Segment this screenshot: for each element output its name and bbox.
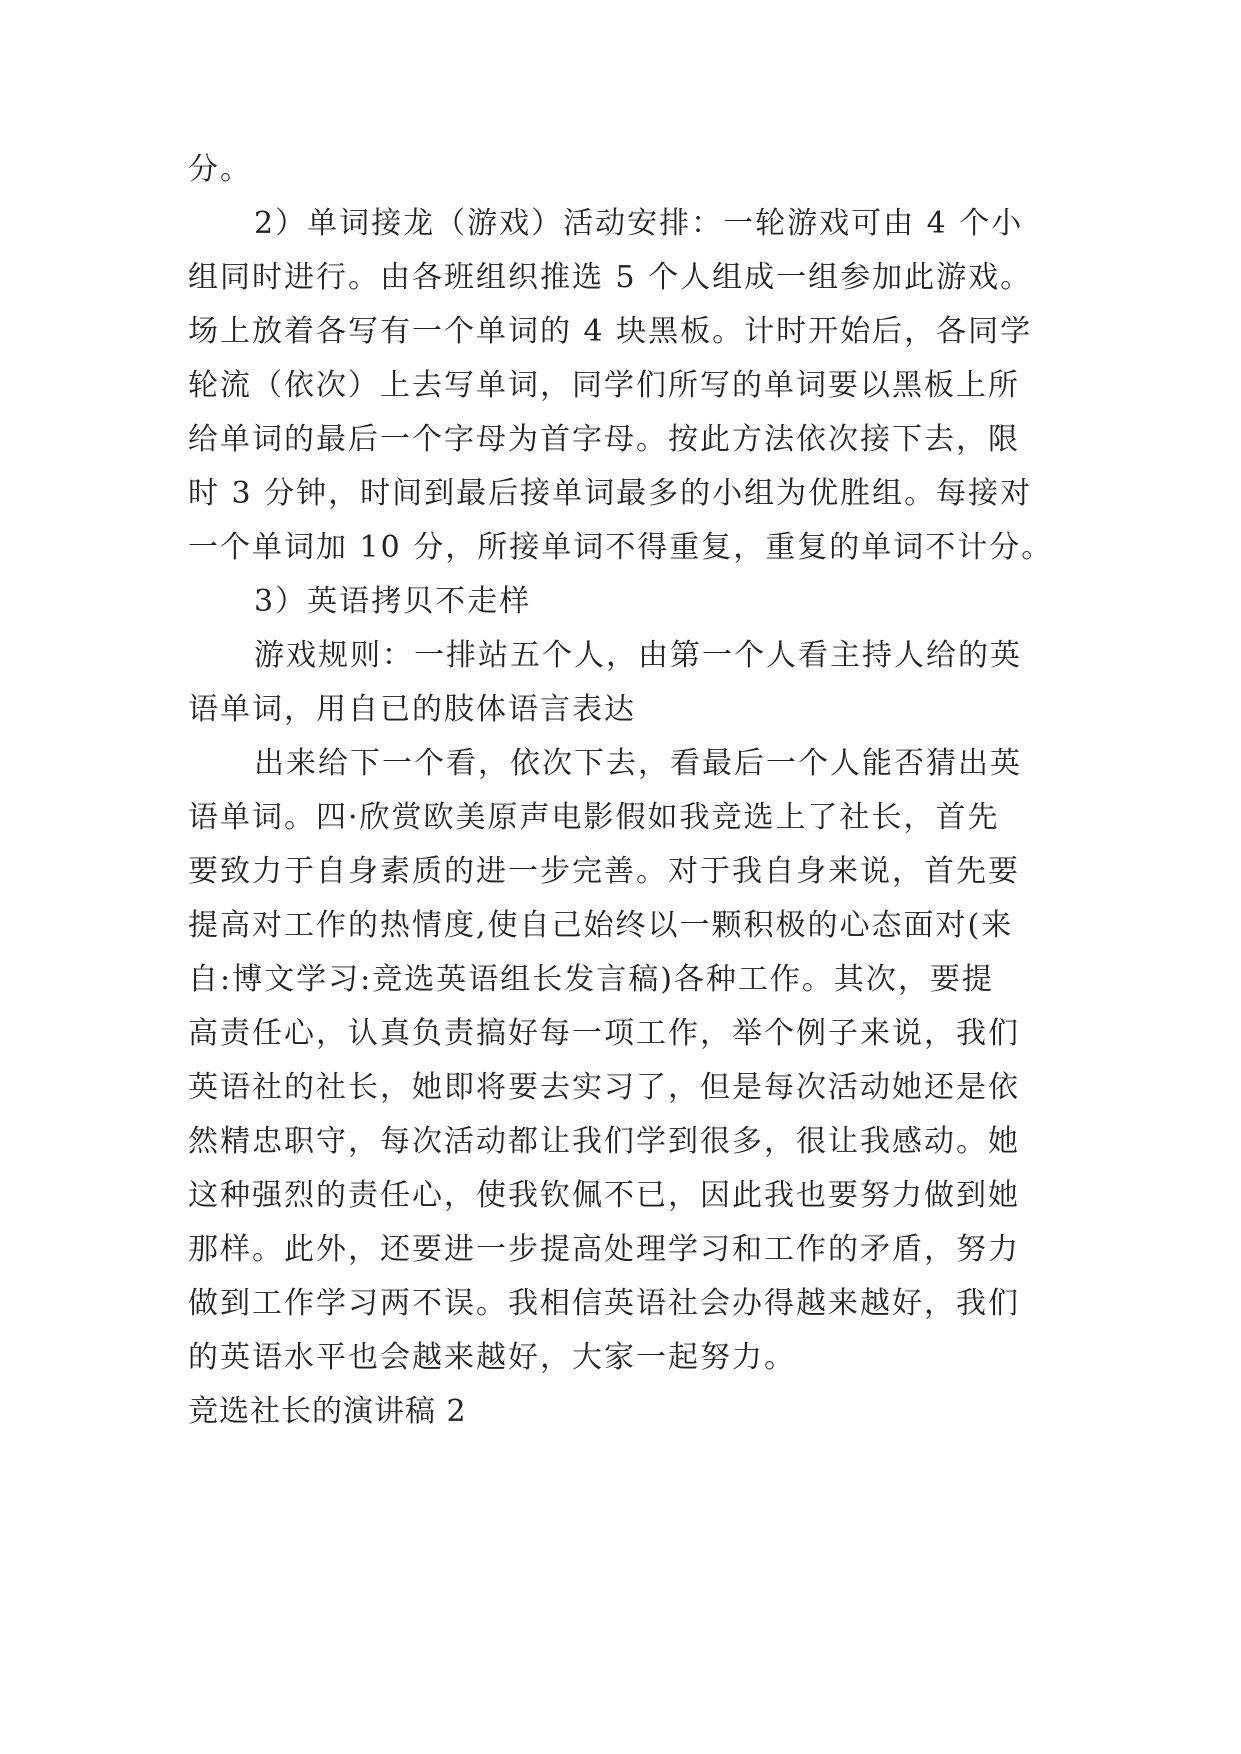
paragraph-line: 这种强烈的责任心，使我钦佩不已，因此我也要努力做到她 [188,1178,1020,1213]
paragraph-line: 给单词的最后一个字母为首字母。按此方法依次接下去，限 [188,422,1020,457]
paragraph-line: 的英语水平也会越来越好，大家一起努力。 [188,1340,796,1375]
paragraph-line: 语单词，用自已的肢体语言表达 [188,692,636,727]
paragraph-line: 分。 [188,152,252,187]
paragraph-line: 那样。此外，还要进一步提高处理学习和工作的矛盾，努力 [188,1232,1020,1267]
paragraph-line: 游戏规则：一排站五个人，由第一个人看主持人给的英 [254,638,1022,673]
paragraph-line: 2）单词接龙（游戏）活动安排：一轮游戏可由 4 个小 [254,206,1024,241]
paragraph-line: 组同时进行。由各班组织推选 5 个人组成一组参加此游戏。 [188,260,1033,295]
paragraph-line: 高责任心，认真负责搞好每一项工作，举个例子来说，我们 [188,1016,1020,1051]
paragraph-line: 轮流（依次）上去写单词，同学们所写的单词要以黑板上所 [188,368,1020,403]
paragraph-line: 语单词。四·欣赏欧美原声电影假如我竞选上了社长，首先 [188,800,1000,835]
paragraph-line: 出来给下一个看，依次下去，看最后一个人能否猜出英 [254,746,1022,781]
paragraph-line: 时 3 分钟，时间到最后接单词最多的小组为优胜组。每接对 [188,476,1033,511]
paragraph-line: 一个单词加 10 分，所接单词不得重复，重复的单词不计分。 [188,530,1054,565]
section-heading: 竞选社长的演讲稿 2 [188,1394,467,1429]
paragraph-line: 提高对工作的热情度,使自己始终以一颗积极的心态面对(来 [188,908,1014,943]
paragraph-line: 场上放着各写有一个单词的 4 块黑板。计时开始后，各同学 [188,314,1033,349]
paragraph-line: 要致力于自身素质的进一步完善。对于我自身来说，首先要 [188,854,1020,889]
paragraph-line: 英语社的社长，她即将要去实习了，但是每次活动她还是依 [188,1070,1020,1105]
paragraph-line: 做到工作学习两不误。我相信英语社会办得越来越好，我们 [188,1286,1020,1321]
paragraph-line: 自:博文学习:竞选英语组长发言稿)各种工作。其次，要提 [188,962,994,997]
paragraph-line: 3）英语拷贝不走样 [254,584,532,619]
paragraph-line: 然精忠职守，每次活动都让我们学到很多，很让我感动。她 [188,1124,1020,1159]
